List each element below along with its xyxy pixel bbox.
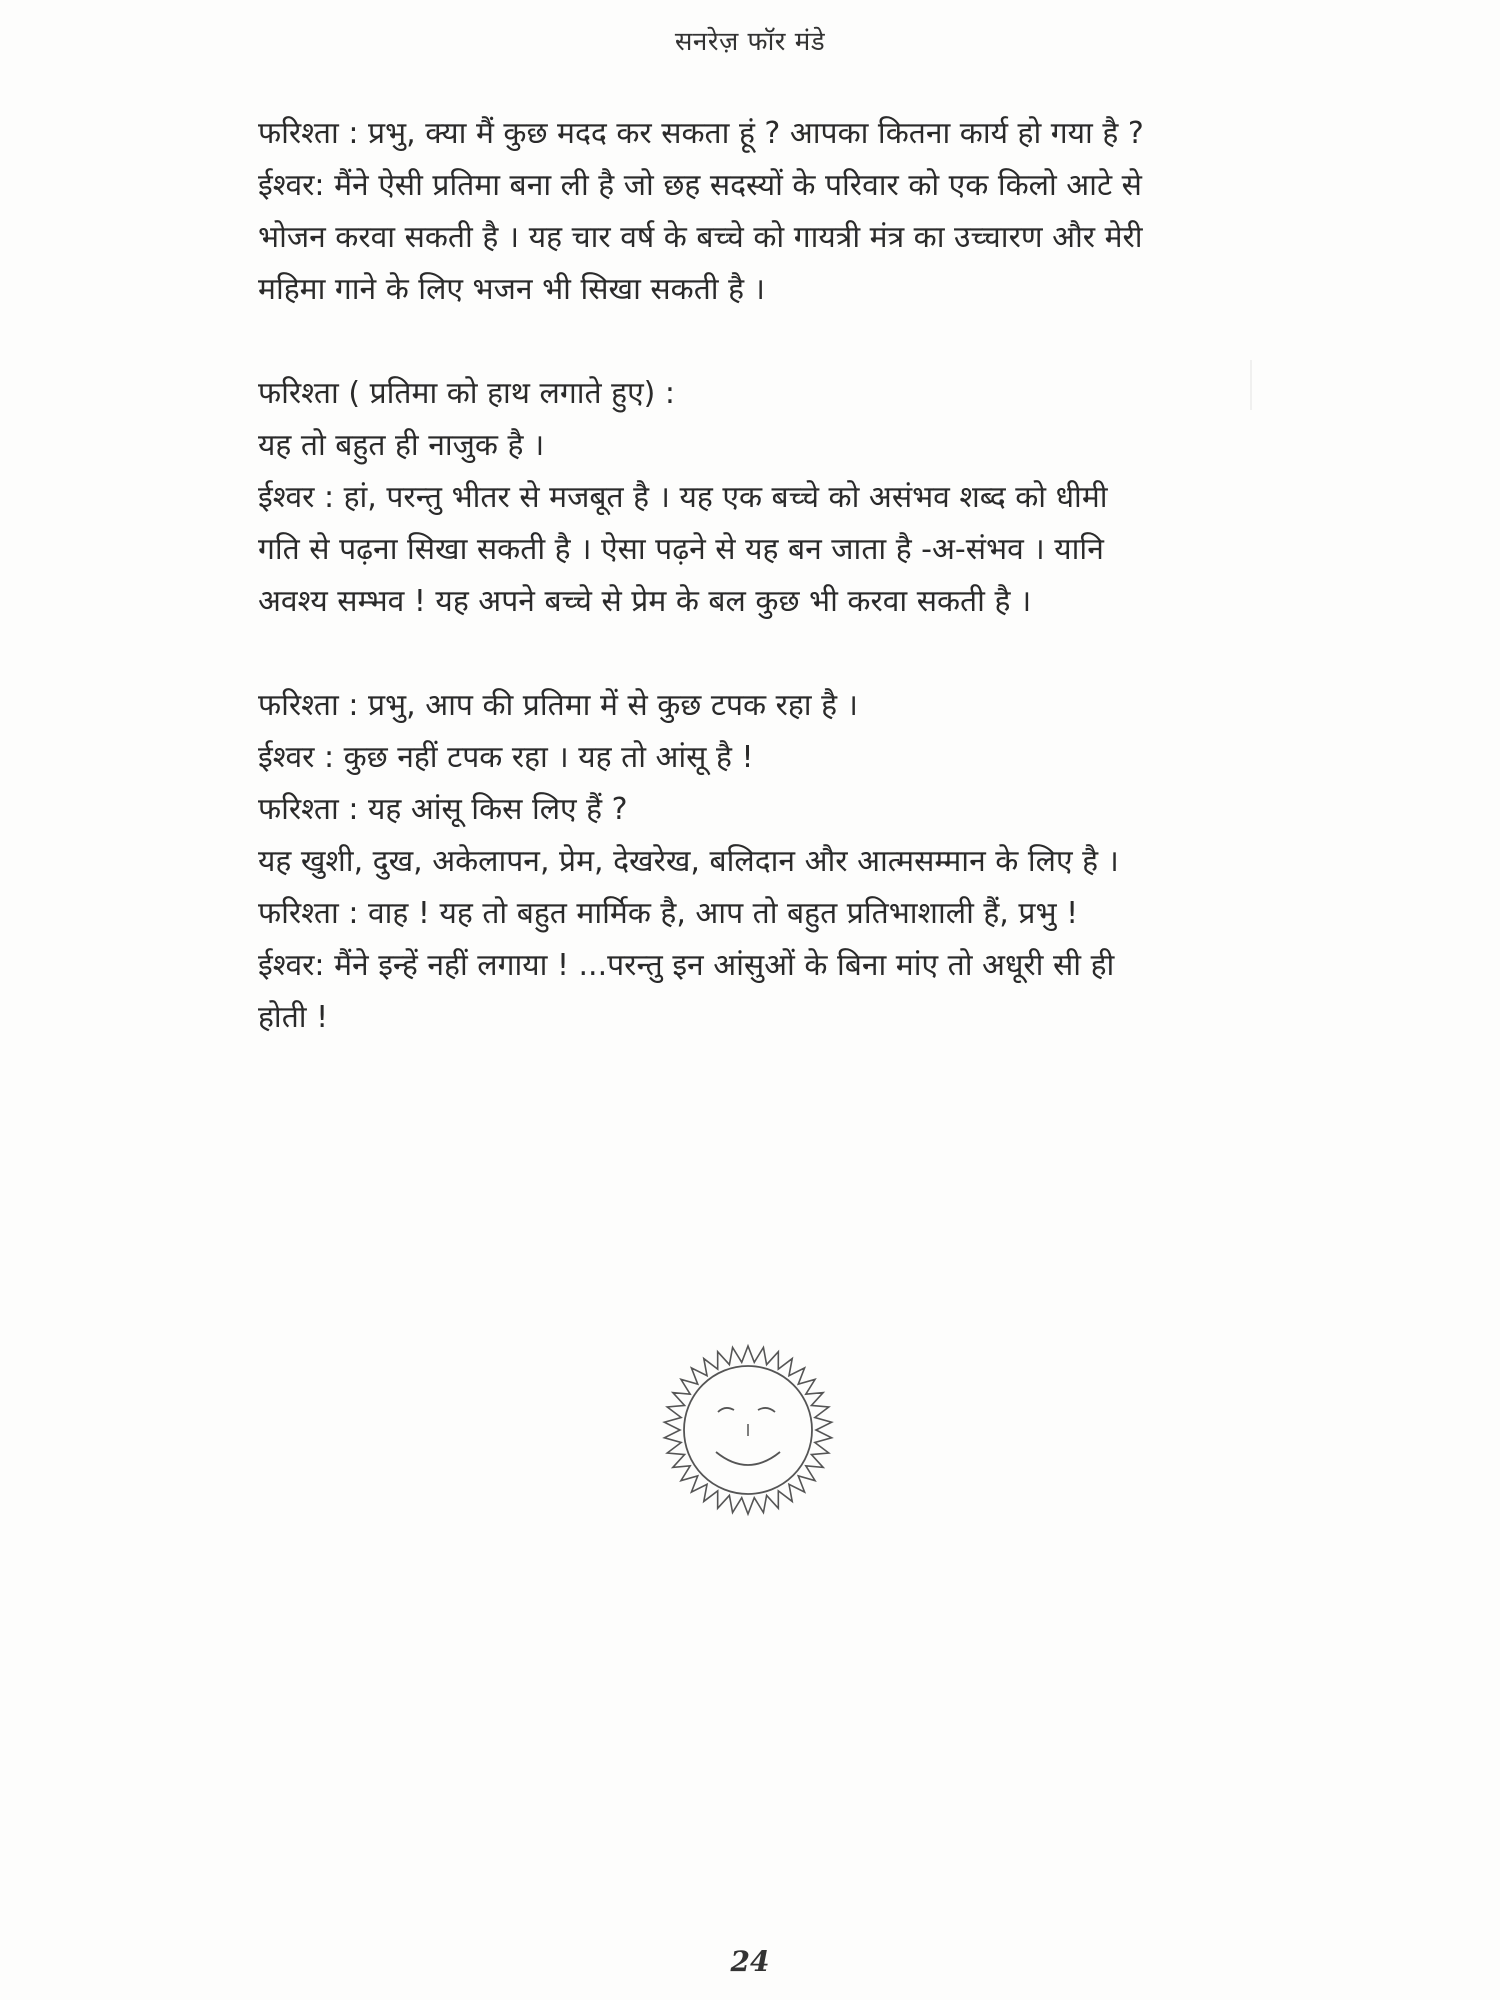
text-line: होती !	[258, 1000, 329, 1035]
smiling-sun-icon	[658, 1340, 838, 1520]
dialogue-text	[258, 108, 1278, 1044]
sun-right-eye	[758, 1408, 775, 1412]
sun-smile	[716, 1452, 780, 1465]
text-line: यह खुशी, दुख, अकेलापन, प्रेम, देखरेख, बलिदान और आत्मसम्मान के लिए है ।	[258, 844, 1119, 879]
text-line: फरिश्ता : वाह ! यह तो बहुत मार्मिक है, आप तो बहुत प्रतिभाशाली हैं, प्रभु !	[258, 896, 1079, 931]
text-line: ईश्वर : कुछ नहीं टपक रहा । यह तो आंसू है !	[258, 740, 754, 775]
sun-left-eye	[718, 1408, 734, 1412]
text-line: अवश्य सम्भव ! यह अपने बच्चे से प्रेम के बल कुछ भी करवा सकती है ।	[258, 584, 1032, 619]
text-line: भोजन करवा सकती है । यह चार वर्ष के बच्चे को गायत्री मंत्र का उच्चारण और मेरी	[258, 220, 1143, 255]
text-line: ईश्वर : हां, परन्तु भीतर से मजबूत है । यह एक बच्चे को असंभव शब्द को धीमी	[258, 480, 1108, 515]
text-line: फरिश्ता ( प्रतिमा को हाथ लगाते हुए) :	[258, 376, 676, 411]
page-number: 24	[730, 1945, 770, 1978]
text-line: फरिश्ता : यह आंसू किस लिए हैं ?	[258, 792, 628, 827]
text-line: यह तो बहुत ही नाजुक है ।	[258, 428, 545, 463]
text-line: ईश्वर: मैंने इन्हें नहीं लगाया ! ...परन्तु इन आंसुओं के बिना मांए तो अधूरी सी ही	[258, 948, 1115, 983]
text-line: महिमा गाने के लिए भजन भी सिखा सकती है ।	[258, 272, 765, 307]
running-header: सनरेज़ फॉर मंडे	[674, 27, 826, 57]
text-line: ईश्वर: मैंने ऐसी प्रतिमा बना ली है जो छह सदस्यों के परिवार को एक किलो आटे से	[258, 168, 1142, 203]
text-line: गति से पढ़ना सिखा सकती है । ऐसा पढ़ने से यह बन जाता है -अ-संभव । यानि	[258, 532, 1104, 567]
paragraph-gap	[258, 316, 1278, 368]
text-line: फरिश्ता : प्रभु, आप की प्रतिमा में से कुछ टपक रहा है ।	[258, 688, 858, 723]
text-line: फरिश्ता : प्रभु, क्या मैं कुछ मदद कर सकता हूं ? आपका कितना कार्य हो गया है ?	[258, 116, 1144, 151]
paragraph-gap	[258, 628, 1278, 680]
